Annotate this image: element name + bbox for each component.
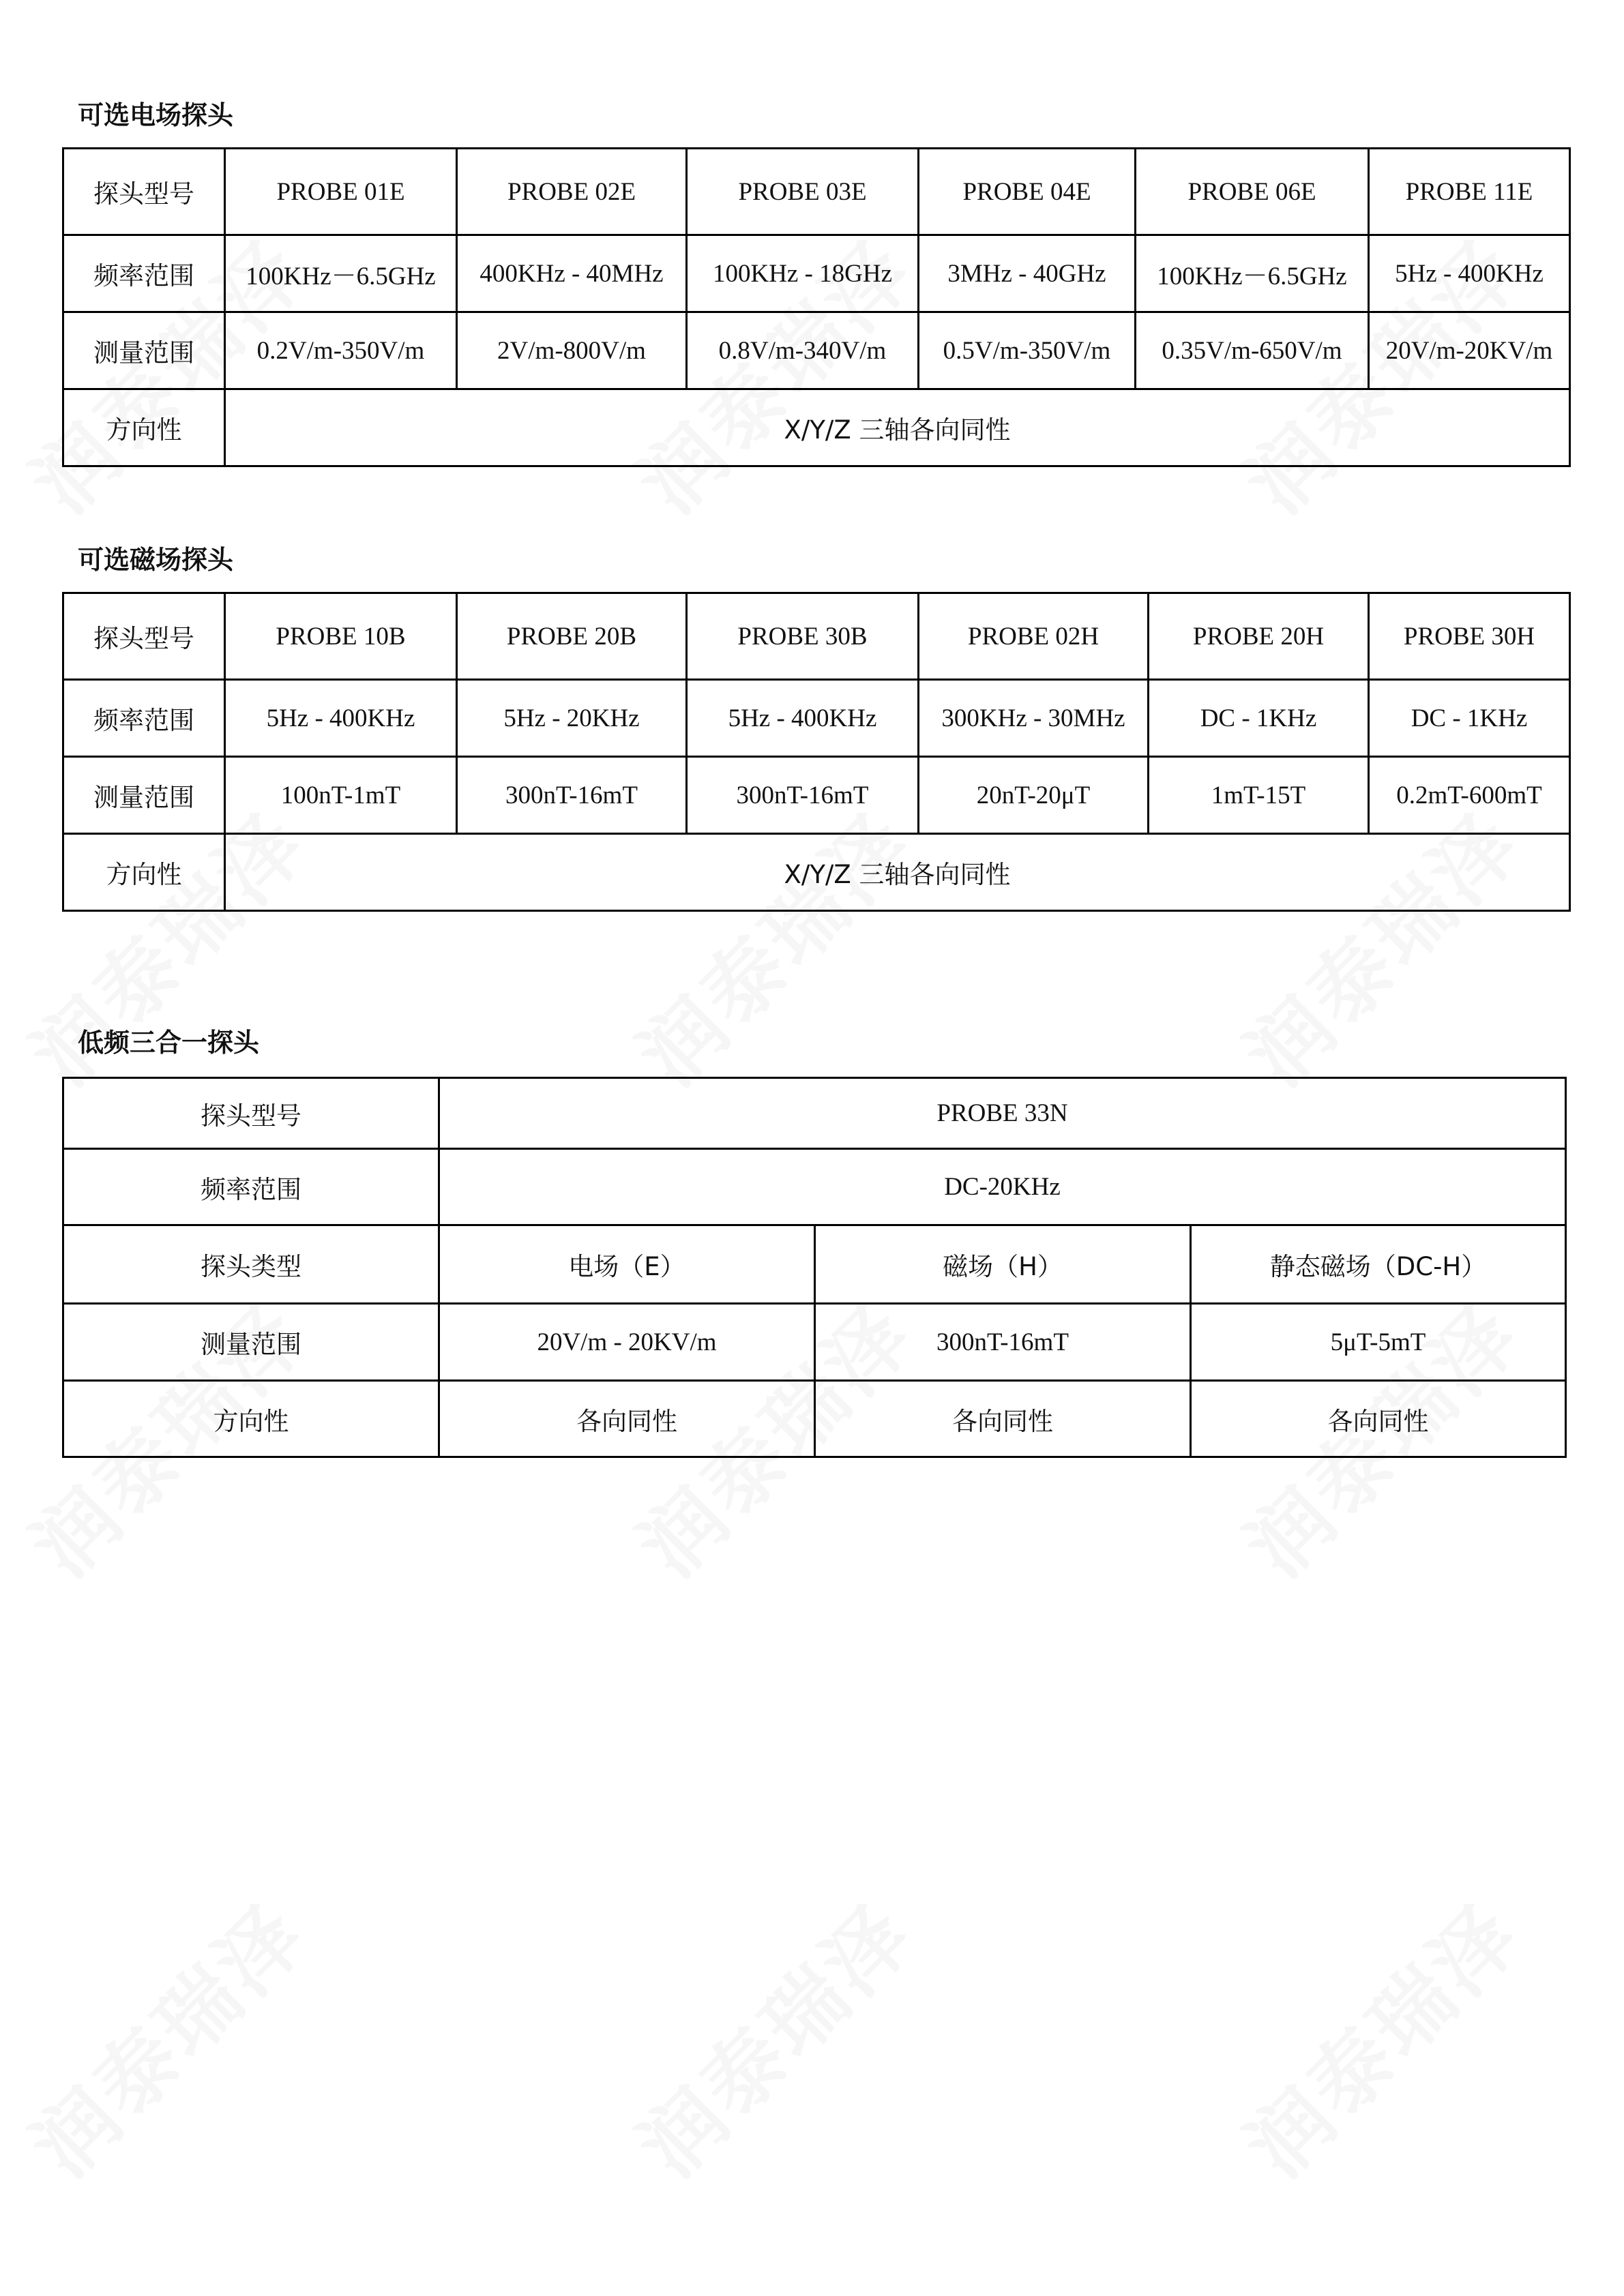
frequency-range: 5Hz - 400KHz: [687, 680, 919, 757]
section-title-electric: 可选电场探头: [78, 100, 234, 130]
probe-model: PROBE 33N: [439, 1078, 1566, 1149]
measurement-range: 20V/m - 20KV/m: [439, 1304, 815, 1381]
probe-model: PROBE 11E: [1369, 149, 1570, 235]
row-label: 探头型号: [63, 1078, 439, 1149]
measurement-range: 0.2V/m-350V/m: [225, 312, 457, 389]
row-label: 频率范围: [63, 1149, 439, 1225]
table-row-measurement: [63, 1304, 1566, 1381]
probe-model: PROBE 02H: [919, 593, 1149, 680]
row-label: 探头型号: [63, 593, 225, 680]
frequency-range: DC-20KHz: [439, 1149, 1566, 1225]
directionality: 各向同性: [439, 1381, 815, 1457]
row-label: 方向性: [63, 834, 225, 911]
measurement-range: 1mT-15T: [1149, 757, 1369, 834]
frequency-range: 5Hz - 400KHz: [1369, 235, 1570, 312]
measurement-range: 20V/m-20KV/m: [1369, 312, 1570, 389]
table-row-model: [63, 593, 1570, 680]
table-row-type: [63, 1225, 1566, 1304]
watermark: [2, 1873, 328, 2199]
frequency-range: 3MHz - 40GHz: [919, 235, 1136, 312]
probe-model: PROBE 30H: [1369, 593, 1570, 680]
measurement-range: 300nT-16mT: [687, 757, 919, 834]
table-row-direction: [63, 389, 1570, 466]
row-label: 频率范围: [63, 680, 225, 757]
frequency-range: 100KHz－6.5GHz: [1136, 235, 1369, 312]
probe-model: PROBE 20B: [457, 593, 687, 680]
frequency-range: 100KHz - 18GHz: [687, 235, 919, 312]
probe-model: PROBE 10B: [225, 593, 457, 680]
frequency-range: DC - 1KHz: [1369, 680, 1570, 757]
table-row-frequency: [63, 1149, 1566, 1225]
probe-model: PROBE 30B: [687, 593, 919, 680]
measurement-range: 0.5V/m-350V/m: [919, 312, 1136, 389]
table-row-frequency: [63, 680, 1570, 757]
measurement-range: 300nT-16mT: [457, 757, 687, 834]
row-label: 测量范围: [63, 1304, 439, 1381]
probe-model: PROBE 03E: [687, 149, 919, 235]
probe-model: PROBE 06E: [1136, 149, 1369, 235]
row-label: 探头类型: [63, 1225, 439, 1304]
table-row-direction: [63, 1381, 1566, 1457]
table-row-measurement: [63, 757, 1570, 834]
section-title-magnetic: 可选磁场探头: [78, 545, 234, 575]
magnetic-probe-table: [62, 592, 1571, 912]
frequency-range: 400KHz - 40MHz: [457, 235, 687, 312]
electric-probe-table: [62, 147, 1571, 467]
probe-model: PROBE 20H: [1149, 593, 1369, 680]
measurement-range: 0.2mT-600mT: [1369, 757, 1570, 834]
measurement-range: 300nT-16mT: [815, 1304, 1191, 1381]
probe-type: 电场（E）: [439, 1225, 815, 1304]
frequency-range: 300KHz - 30MHz: [919, 680, 1149, 757]
probe-type: 磁场（H）: [815, 1225, 1191, 1304]
row-label: 频率范围: [63, 235, 225, 312]
row-label: 测量范围: [63, 757, 225, 834]
table-row-measurement: [63, 312, 1570, 389]
lowfreq-probe-table: [62, 1077, 1567, 1458]
probe-model: PROBE 01E: [225, 149, 457, 235]
row-label: 方向性: [63, 389, 225, 466]
directionality: 各向同性: [1191, 1381, 1566, 1457]
table-row-model: [63, 1078, 1566, 1149]
directionality: 各向同性: [815, 1381, 1191, 1457]
probe-model: PROBE 02E: [457, 149, 687, 235]
table-row-frequency: [63, 235, 1570, 312]
frequency-range: 5Hz - 20KHz: [457, 680, 687, 757]
measurement-range: 20nT-20μT: [919, 757, 1149, 834]
watermark: [1216, 1873, 1542, 2199]
row-label: 方向性: [63, 1381, 439, 1457]
frequency-range: DC - 1KHz: [1149, 680, 1369, 757]
table-row-model: [63, 149, 1570, 235]
directionality: X/Y/Z 三轴各向同性: [225, 834, 1570, 911]
probe-type: 静态磁场（DC-H）: [1191, 1225, 1566, 1304]
watermark: [609, 1873, 935, 2199]
directionality: X/Y/Z 三轴各向同性: [225, 389, 1570, 466]
frequency-range: 100KHz－6.5GHz: [225, 235, 457, 312]
measurement-range: 2V/m-800V/m: [457, 312, 687, 389]
table-row-direction: [63, 834, 1570, 911]
section-title-lowfreq: 低频三合一探头: [78, 1028, 260, 1058]
measurement-range: 0.35V/m-650V/m: [1136, 312, 1369, 389]
frequency-range: 5Hz - 400KHz: [225, 680, 457, 757]
row-label: 测量范围: [63, 312, 225, 389]
probe-model: PROBE 04E: [919, 149, 1136, 235]
measurement-range: 0.8V/m-340V/m: [687, 312, 919, 389]
measurement-range: 100nT-1mT: [225, 757, 457, 834]
measurement-range: 5μT-5mT: [1191, 1304, 1566, 1381]
row-label: 探头型号: [63, 149, 225, 235]
